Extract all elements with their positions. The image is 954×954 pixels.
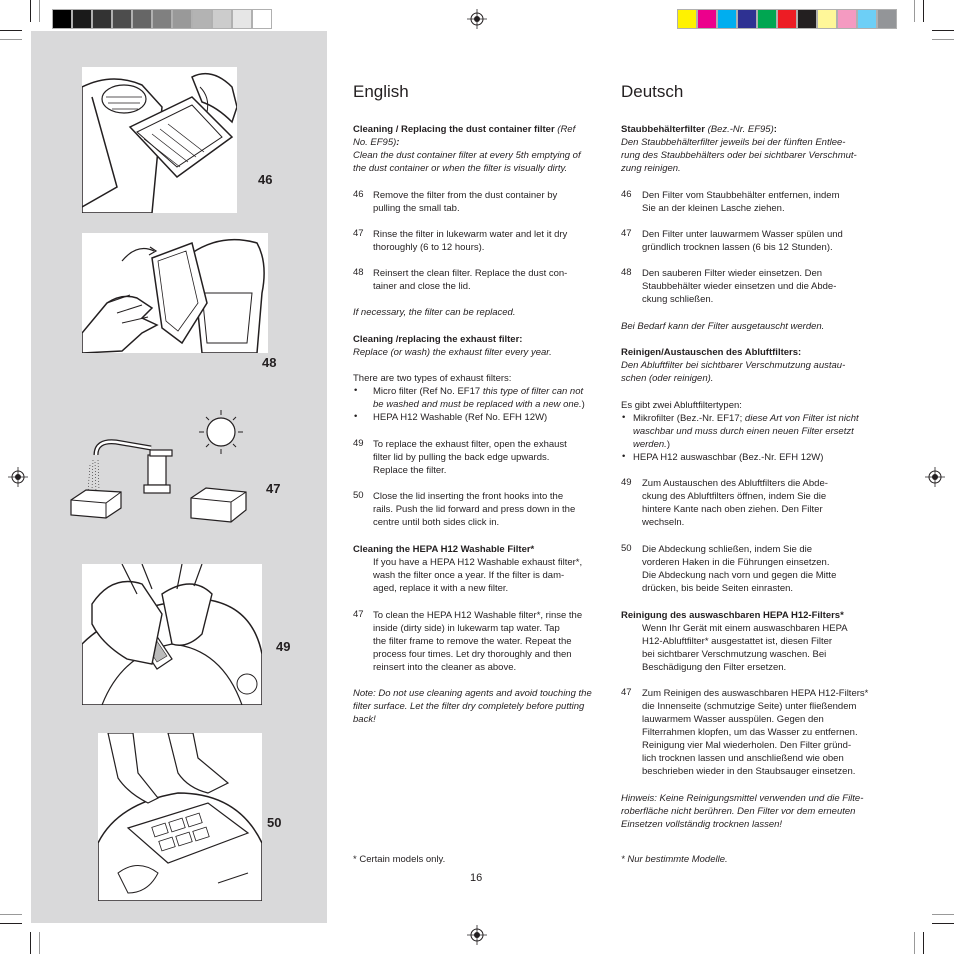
schritt-49-line-2: ckung des Abluftfilters öffnen, indem Sie die	[642, 491, 827, 502]
schritt-48-line-1: Den sauberen Filter wieder einsetzen. Den	[642, 268, 823, 279]
step-49-line-2: filter lid by pulling the back edge upwards.	[373, 452, 550, 463]
staubbehaelter-ref: (Bez.-Nr. EF95)	[704, 124, 774, 135]
hepa-step-line-3: the filter frame to remove the water. Repeat the	[373, 636, 572, 647]
abluftfilter-title: Reinigen/Austauschen des Abluftfilters:	[621, 347, 802, 358]
color-swatch	[797, 9, 817, 29]
micro-filter-line-2	[373, 398, 585, 411]
gray-swatch	[232, 9, 252, 29]
hepa-filter-item: HEPA H12 auswaschbar (Bez.-Nr. EFH 12W)	[633, 452, 824, 463]
micro-filter-note-cont: be washed and must be replaced with a new one.	[373, 399, 582, 410]
hepa-filter-item: HEPA H12 Washable (Ref No. EFH 12W)	[373, 412, 548, 423]
hinweis-line-2: roberfläche nicht berühren. Den Filter vor dem erneuten	[621, 806, 856, 817]
staubbehaelter-section-title	[621, 123, 777, 136]
step-50-line-1: Close the lid inserting the front hooks into the	[373, 491, 564, 502]
hepa-filter-hands-icon	[98, 733, 262, 901]
gray-swatch	[252, 9, 272, 29]
hepa-reinigung-line-2: H12-Abluftfilter* ausgestattet ist, diesen Filter	[642, 636, 833, 647]
schritt-47-line-1: Den Filter unter lauwarmem Wasser spülen und	[642, 229, 843, 240]
hepa-schritt-line-5: Reinigung vier Mal wiederholen. Den Filter gründ-	[642, 740, 852, 751]
step-number: 47	[621, 228, 632, 239]
gray-swatch	[172, 9, 192, 29]
note-line-1: Note: Do not use cleaning agents and avoid touching the	[353, 688, 592, 699]
schritt-49-line-3: hintere Kante nach oben ziehen. Den Filter	[642, 504, 823, 515]
step-number: 47	[621, 687, 632, 698]
hepa-cleaning-line-3: aged, replace it with a new filter.	[373, 583, 509, 594]
step-number: 50	[621, 543, 632, 554]
hepa-schritt-line-4: Filterrahmen klopfen, um das Wasser zu entfernen.	[642, 727, 858, 738]
color-swatch	[817, 9, 837, 29]
bullet: •	[622, 451, 626, 462]
step-50-line-2: rails. Push the lid forward and press down in the	[373, 504, 576, 515]
abluftfilter-instruction-1: Den Abluftfilter bei sichtbarer Verschmutzung austau-	[621, 360, 846, 371]
dust-filter-ref-b: No. EF95)	[353, 137, 397, 148]
hinweis-line-3: Einsetzen vollständig trocknen lassen!	[621, 819, 783, 830]
schritt-48-line-2: Staubbehälter wieder einsetzen und die Abde-	[642, 281, 837, 292]
schritt-49-line-4: wechseln.	[642, 517, 685, 528]
tap-rinse-and-sun-dry-icon	[66, 410, 252, 528]
dust-filter-instruction-1: Clean the dust container filter at every 5th emptying of	[353, 150, 581, 161]
staubbehaelter-instruction-2: rung des Staubbehälters oder bei sichtbarer Verschmut-	[621, 150, 857, 161]
schritt-49-line-1: Zum Austauschen des Abluftfilters die Abde-	[642, 478, 828, 489]
hepa-schritt-line-2: die Innenseite (schmutzige Seite) unter fließendem	[642, 701, 857, 712]
staubbehaelter-instruction-3: zung reinigen.	[621, 163, 681, 174]
dust-filter-removal-icon	[82, 67, 237, 213]
staubbehaelter-instruction-1: Den Staubbehälterfilter jeweils bei der fünften Entlee-	[621, 137, 846, 148]
step-48-line-2: tainer and close the lid.	[373, 281, 471, 292]
gray-swatch	[132, 9, 152, 29]
schritt-50-line-4: drücken, bis beide Seiten einrasten.	[642, 583, 794, 594]
bullet: •	[354, 411, 358, 422]
step-49-line-1: To replace the exhaust filter, open the exhaust	[373, 439, 567, 450]
mikrofilter-line-1	[633, 412, 859, 425]
figure-46-illustration	[82, 67, 237, 213]
ersatz-hinweis: Bei Bedarf kann der Filter ausgetauscht werden.	[621, 321, 825, 332]
hepa-cleaning-line-1: If you have a HEPA H12 Washable exhaust filter*,	[373, 557, 583, 568]
fussnote: * Nur bestimmte Modelle.	[621, 854, 728, 865]
registration-mark-icon	[467, 9, 487, 29]
figure-47-number: 47	[266, 481, 281, 496]
dust-filter-section-title	[353, 123, 575, 136]
gray-swatch	[212, 9, 232, 29]
registration-mark-icon	[8, 467, 28, 487]
mikrofilter-line-3	[633, 438, 670, 451]
step-46-line-2: pulling the small tab.	[373, 203, 460, 214]
hepa-cleaning-line-2: wash the filter once a year. If the filter is dam-	[373, 570, 565, 581]
dust-filter-ref-line	[353, 136, 399, 149]
color-swatch	[737, 9, 757, 29]
hepa-schritt-line-3: lauwarmem Wasser ausspülen. Gegen den	[642, 714, 824, 725]
dust-filter-title: Cleaning / Replacing the dust container filter	[353, 124, 555, 135]
schritt-46-line-1: Den Filter vom Staubbehälter entfernen, indem	[642, 190, 840, 201]
step-number: 48	[353, 267, 364, 278]
mikrofilter-line-2: waschbar und muss durch einen neuen Filter ersetzt	[633, 426, 854, 437]
step-number: 46	[621, 189, 632, 200]
hepa-step-line-5: reinsert into the cleaner as above.	[373, 662, 517, 673]
note-line-2: filter surface. Let the filter dry completely before putting	[353, 701, 585, 712]
step-49-line-3: Replace the filter.	[373, 465, 447, 476]
step-number: 47	[353, 609, 364, 620]
schritt-50-line-1: Die Abdeckung schließen, indem Sie die	[642, 544, 813, 555]
hepa-step-line-4: process four times. Let dry thoroughly and then	[373, 649, 572, 660]
step-number: 49	[621, 477, 632, 488]
micro-filter-note: this type of filter can not	[482, 386, 584, 397]
color-swatch	[697, 9, 717, 29]
hepa-cleaning-title: Cleaning the HEPA H12 Washable Filter*	[353, 544, 535, 555]
hepa-reinigung-line-1: Wenn Ihr Gerät mit einem auswaschbaren HEPA	[642, 623, 848, 634]
schritt-47-line-2: gründlich trocknen lassen (6 bis 12 Stunden).	[642, 242, 833, 253]
english-heading: English	[353, 82, 409, 101]
color-swatch	[677, 9, 697, 29]
figure-50-number: 50	[267, 815, 282, 830]
color-swatch	[717, 9, 737, 29]
figure-50-illustration	[98, 733, 262, 901]
mikrofilter-paren: )	[666, 439, 670, 450]
cmyk-color-bar	[677, 9, 897, 29]
gray-swatch	[192, 9, 212, 29]
step-number: 47	[353, 228, 364, 239]
hepa-schritt-line-1: Zum Reinigen des auswaschbaren HEPA H12-Filters*	[642, 688, 869, 699]
filtertypen-intro: Es gibt zwei Abluftfiltertypen:	[621, 400, 742, 411]
figure-49-illustration	[82, 564, 262, 705]
mikrofilter-note: diese Art von Filter ist nicht	[744, 413, 859, 424]
gray-swatch	[92, 9, 112, 29]
note-line-3: back!	[353, 714, 376, 725]
figure-49-number: 49	[276, 639, 291, 654]
figure-47-illustration	[66, 410, 252, 528]
staubbehaelter-title: Staubbehälterfilter	[621, 124, 705, 135]
hepa-reinigung-line-3: bei sichtbarer Verschmutzung waschen. Bei	[642, 649, 827, 660]
hepa-reinigung-line-4: Beschädigung den Filter ersetzen.	[642, 662, 787, 673]
color-swatch	[837, 9, 857, 29]
color-swatch	[757, 9, 777, 29]
staubbehaelter-colon: :	[773, 124, 777, 135]
mikrofilter-ref: Mikrofilter (Bez.-Nr. EF17;	[633, 413, 745, 424]
registration-mark-icon	[467, 925, 487, 945]
step-number: 50	[353, 490, 364, 501]
step-number: 48	[621, 267, 632, 278]
color-swatch	[877, 9, 897, 29]
hinweis-line-1: Hinweis: Keine Reinigungsmittel verwenden und die Filte-	[621, 793, 864, 804]
schritt-46-line-2: Sie an der kleinen Lasche ziehen.	[642, 203, 785, 214]
micro-filter-line-1	[373, 385, 583, 398]
hepa-schritt-line-7: beschrieben wieder in den Staubsauger einsetzen.	[642, 766, 856, 777]
figure-46-number: 46	[258, 172, 273, 187]
mikrofilter-note-end: werden.	[633, 439, 667, 450]
registration-mark-icon	[925, 467, 945, 487]
schritt-50-line-3: Die Abdeckung nach vorn und gegen die Mitte	[642, 570, 837, 581]
step-46-line-1: Remove the filter from the dust container by	[373, 190, 558, 201]
step-48-line-1: Reinsert the clean filter. Replace the dust con-	[373, 268, 568, 279]
exhaust-filter-instruction: Replace (or wash) the exhaust filter every year.	[353, 347, 552, 358]
gray-swatch	[52, 9, 72, 29]
gray-swatch	[112, 9, 132, 29]
replace-note: If necessary, the filter can be replaced.	[353, 307, 516, 318]
abluftfilter-instruction-2: schen (oder reinigen).	[621, 373, 714, 384]
step-50-line-3: centre until both sides click in.	[373, 517, 500, 528]
page-number: 16	[470, 872, 483, 884]
dust-filter-instruction-2: the dust container or when the filter is visually dirty.	[353, 163, 568, 174]
dust-filter-colon: :	[396, 137, 400, 148]
exhaust-filter-title: Cleaning /replacing the exhaust filter:	[353, 334, 523, 345]
hepa-schritt-line-6: lich trocknen lassen und anschließend wie oben	[642, 753, 844, 764]
gray-swatch	[152, 9, 172, 29]
hepa-step-line-1: To clean the HEPA H12 Washable filter*, rinse the	[373, 610, 583, 621]
gray-color-bar	[52, 9, 272, 29]
step-47-line-2: thoroughly (6 to 12 hours).	[373, 242, 485, 253]
hepa-step-line-2: inside (dirty side) in lukewarm tap water. Tap	[373, 623, 560, 634]
step-number: 49	[353, 438, 364, 449]
dust-filter-ref-a: (Ref	[554, 124, 576, 135]
schritt-48-line-3: ckung schließen.	[642, 294, 714, 305]
filter-types-intro: There are two types of exhaust filters:	[353, 373, 512, 384]
color-swatch	[857, 9, 877, 29]
figure-48-number: 48	[262, 355, 277, 370]
filter-reinsert-icon	[82, 233, 268, 353]
gray-swatch	[72, 9, 92, 29]
micro-filter-ref: Micro filter (Ref No. EF17	[373, 386, 483, 397]
step-47-line-1: Rinse the filter in lukewarm water and let it dry	[373, 229, 568, 240]
step-number: 46	[353, 189, 364, 200]
figure-48-illustration	[82, 233, 268, 353]
footnote: * Certain models only.	[353, 854, 446, 865]
bullet: •	[354, 385, 358, 396]
color-swatch	[777, 9, 797, 29]
bullet: •	[622, 412, 626, 423]
schritt-50-line-2: vorderen Haken in die Führungen einsetzen.	[642, 557, 830, 568]
hepa-reinigung-title: Reinigung des auswaschbaren HEPA H12-Filters*	[621, 610, 844, 621]
deutsch-heading: Deutsch	[621, 82, 684, 101]
micro-filter-paren: )	[581, 399, 585, 410]
exhaust-filter-lid-icon	[82, 564, 262, 705]
